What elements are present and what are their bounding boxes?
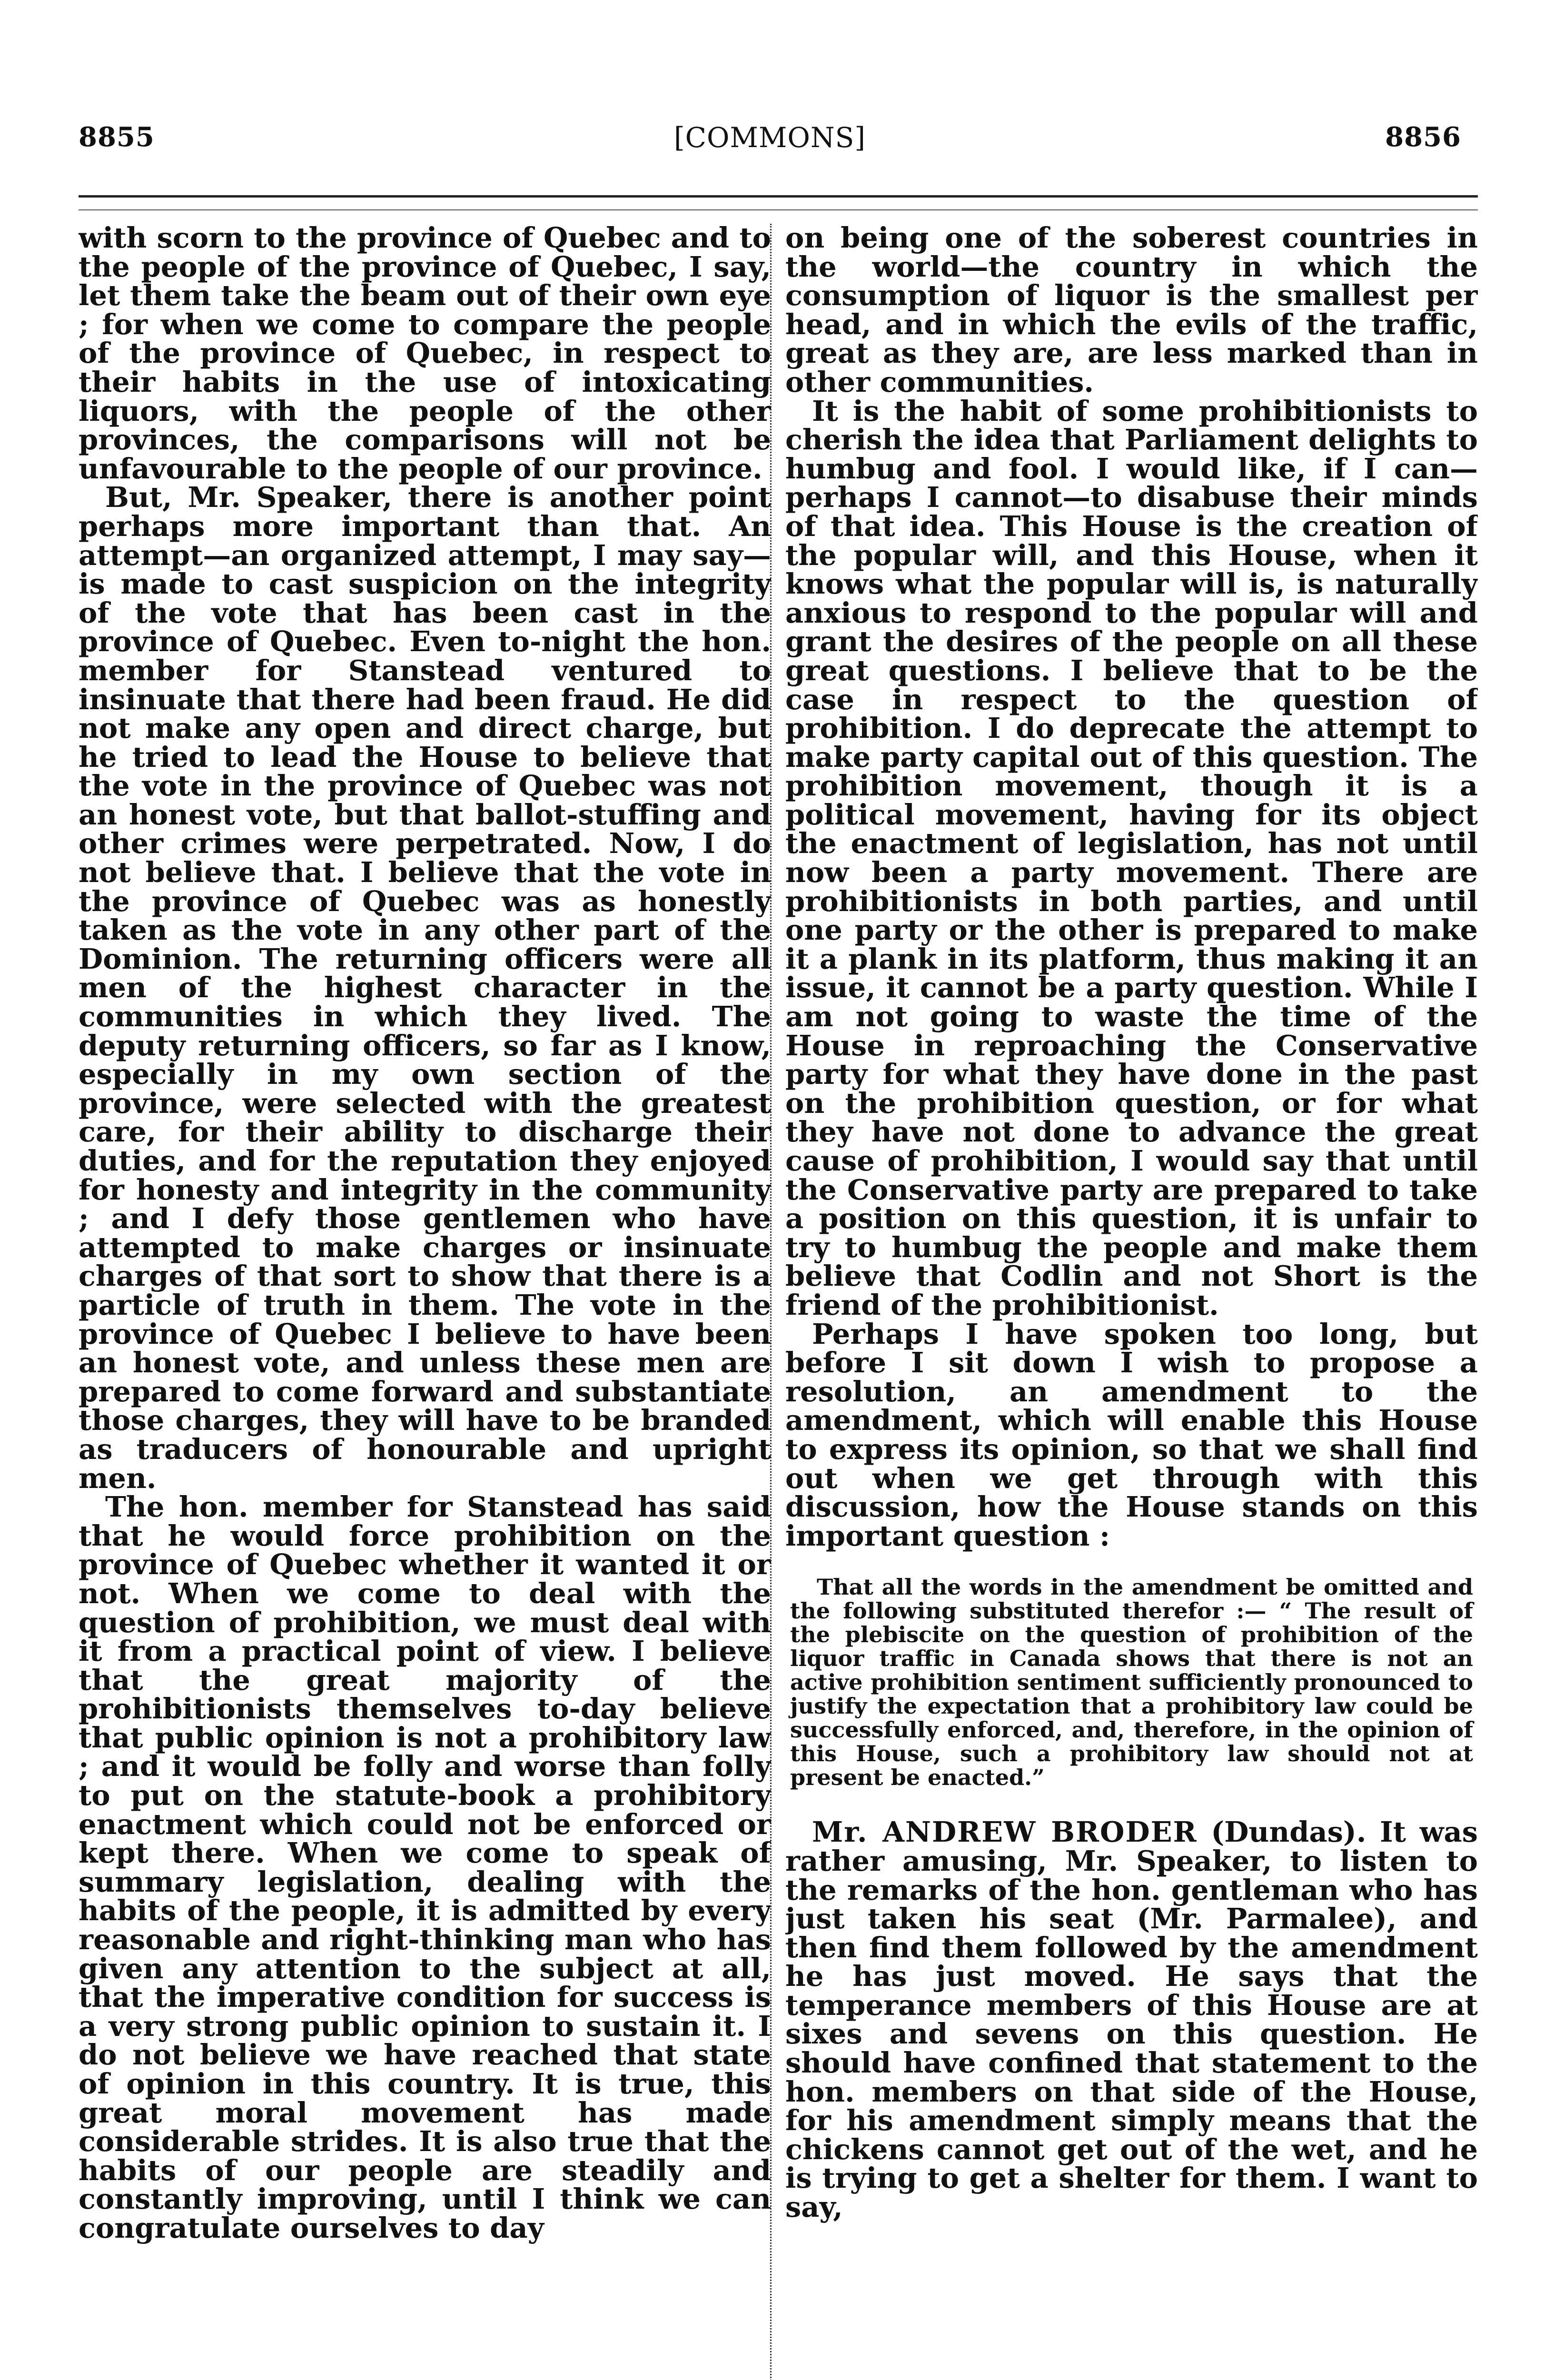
page-number-right: 8856 [1385,121,1461,153]
speaker-name: Mr. ANDREW BRODER [812,1815,1198,1849]
motion-text: That all the words in the amendment be omitted and the following substituted therefor :— “ The result of the plebiscite on the question of prohibition of the liquor traffic in Canada shows that there is not an active prohibition sentiment sufficiently pronounced to justify the expectation that a prohibitory law could be successfully enforced, and, therefore, in the opinion of this House, such a prohibitory law should not at present be enacted.” [790,1574,1473,1791]
right-column [785,224,1478,2326]
paragraph: with scorn to the province of Quebec and to the people of the province of Quebec, I say, let them take the beam out of their own eye ; for when we come to compare the people of the province of Quebec, in respect to their habits in the use of intoxicating liquors, with the people of the other provinces, the comparisons will not be unfavourable to the people of our province. [79,224,771,485]
running-title: [COMMONS] [674,121,866,154]
paragraph: But, Mr. Speaker, there is another point perhaps more important than that. An attempt—an organized attempt, I may say—is made to cast suspicion on the integrity of the vote that has been cast in the province of Quebec. Even to-night the hon. member for Stanstead ventured to insinuate that there had been fraud. He did not make any open and direct charge, but he tried to lead the House to believe that the vote in the province of Quebec was not an honest vote, but that ballot-stuffing and other crimes were perpetrated. Now, I do not believe that. I believe that the vote in the province of Quebec was as honestly taken as the vote in any other part of the Dominion. The returning officers were all men of the highest character in the communities in which they lived. The deputy returning officers, so far as I know, especially in my own section of the province, were selected with the greatest care, for their ability to discharge their duties, and for the reputation they enjoyed for honesty and integrity in the community ; and I defy those gentlemen who have attempted to make charges or insinuate charges of that sort to show that there is a particle of truth in them. The vote in the province of Quebec I believe to have been an honest vote, and unless these men are prepared to come forward and substantiate those charges, they will have to be branded as traducers of honourable and upright men. [79,481,771,1495]
page-number-left: 8855 [79,121,155,153]
paragraph: on being one of the soberest countries in the world—the country in which the consumption of liquor is the smallest per head, and in which the evils of the traffic, great as they are, are less marked than in other communities. [785,224,1478,398]
page-header [79,121,1461,174]
header-rule [79,195,1478,198]
speech-text: It was rather amusing, Mr. Speaker, to listen to the remarks of the hon. gentleman who has just taken his seat (Mr. Parmalee), and then find them followed by the amendment he has just moved. He says that the temperance members of this House are at sixes and sevens on this question. He should have confined that statement to the hon. members on that side of the House, for his amendment simply means that the chickens cannot get out of the wet, and he is trying to get a shelter for them. I want to say, [785,1815,1478,2224]
paragraph: Perhaps I have spoken too long, but before I sit down I wish to propose a resolution, an amendment to the amendment, which will enable this House to express its opinion, so that we shall find out when we get through with this discussion, how the House stands on this important question : [785,1317,1478,1552]
paragraph: It is the habit of some prohibitionists to cherish the idea that Parliament delights to humbug and fool. I would like, if I can—perhaps I cannot—to disabuse their minds of that idea. This House is the creation of the popular will, and this House, when it knows what the popular will is, is naturally anxious to respond to the popular will and grant the desires of the people on all these great questions. I believe that to be the case in respect to the question of prohibition. I do deprecate the attempt to make party capital out of this question. The prohibition movement, though it is a political movement, having for its object the enactment of legislation, has not until now been a party movement. There are prohibitionists in both parties, and until one party or the other is prepared to make it a plank in its platform, thus making it an issue, it cannot be a party question. While I am not going to waste the time of the House in reproaching the Conservative party for what they have done in the past on the prohibition question, or for what they have not done to advance the great cause of prohibition, I would say that until the Conservative party are prepared to take a position on this question, it is unfair to try to humbug the people and make them believe that Codlin and not Short is the friend of the prohibitionist. [785,394,1478,1321]
speaker-riding: (Dundas). [1211,1815,1366,1849]
column-divider [770,224,772,2380]
paragraph: The hon. member for Stanstead has said that he would force prohibition on the province of Quebec whether it wanted it or not. When we come to deal with the question of prohibition, we must deal with it from a practical point of view. I believe that the great majority of the prohibitionists themselves to-day believe that public opinion is not a prohibitory law ; and it would be folly and worse than folly to put on the statute-book a prohibitory enactment which could not be enforced or kept there. When we come to speak of summary legislation, dealing with the habits of the people, it is admitted by every reasonable and right-thinking man who has given any attention to the subject at all, that the imperative condition for success is a very strong public opinion to sustain it. I do not believe we have reached that state of opinion in this country. It is true, this great moral movement has made considerable strides. It is also true that the habits of our people are steadily and constantly improving, until I think we can congratulate ourselves to day [79,1490,771,2244]
speaker-paragraph [785,1815,1478,2224]
header-rule-thin [79,209,1478,210]
left-column [79,224,771,2326]
